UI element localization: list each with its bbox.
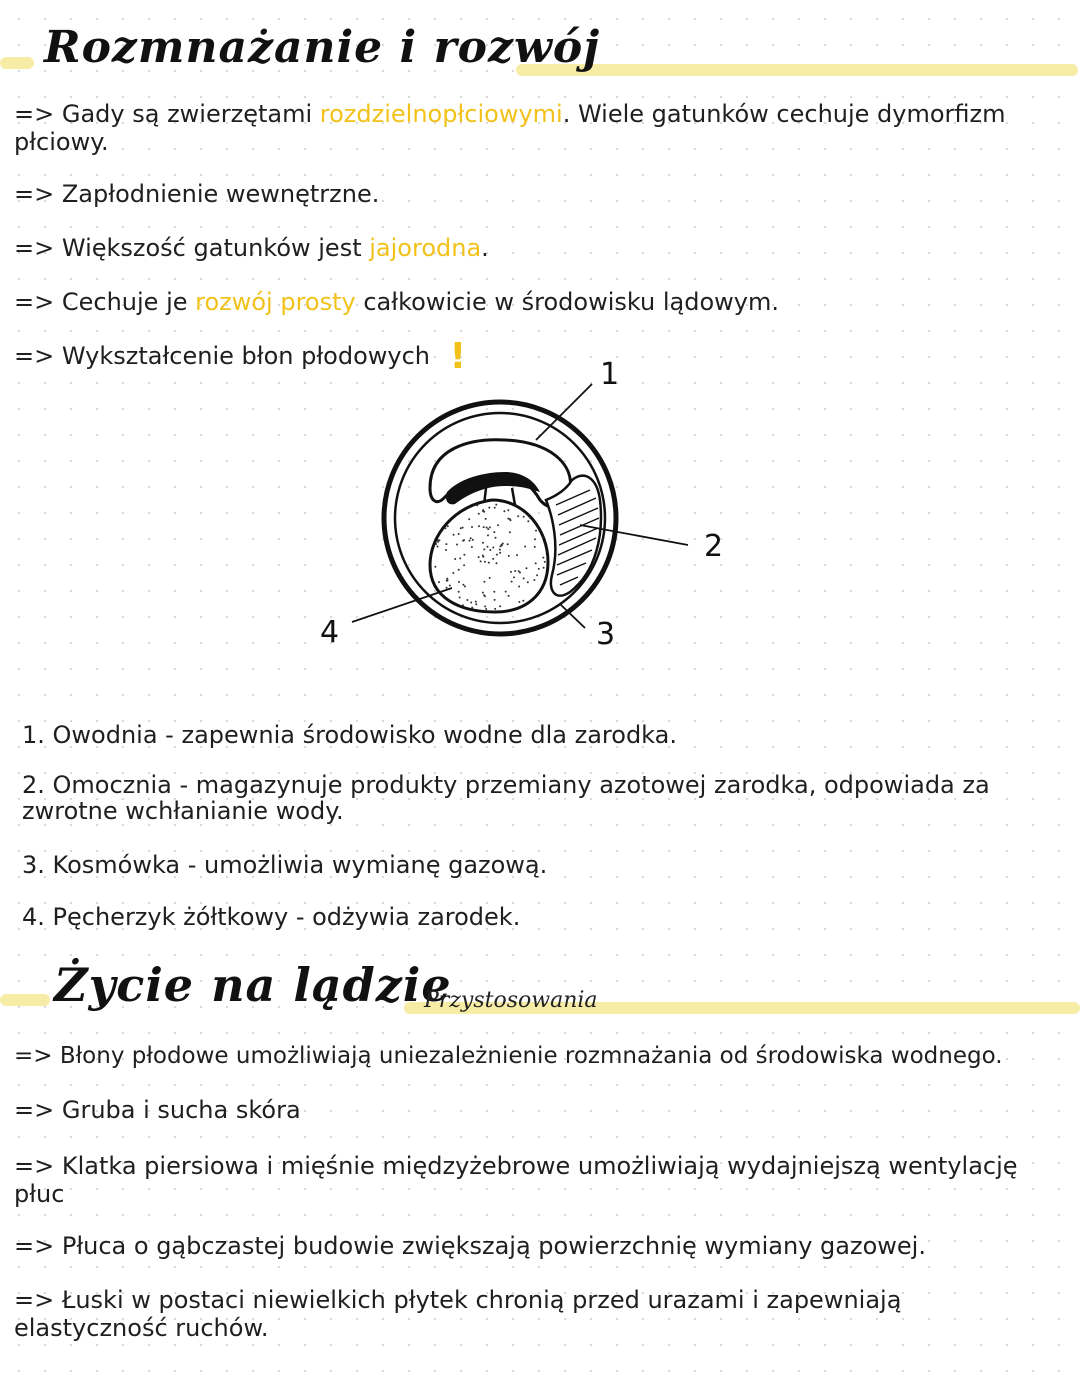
yolk-dot	[534, 603, 536, 605]
yolk-dot	[438, 581, 440, 583]
yolk-dot	[487, 546, 489, 548]
yolk-dot	[508, 555, 510, 557]
yolk-dot	[482, 592, 484, 594]
yolk-dot	[489, 526, 491, 528]
yolk-dot	[489, 577, 491, 579]
legend-item-3: 3. Kosmówka - umożliwia wymianę gazową.	[22, 851, 548, 879]
diagram-label-3: 3	[596, 617, 616, 652]
yolk-dot	[486, 527, 488, 529]
yolk-dot	[527, 520, 529, 522]
yolk-dot	[524, 546, 526, 548]
yolk-dot	[507, 518, 509, 520]
yolk-dot	[522, 600, 524, 602]
bullet-marker: =>	[14, 234, 55, 262]
yolk-dot	[530, 504, 532, 506]
yolk-dot	[437, 539, 439, 541]
bullet-membranes-land: => Błony płodowe umożliwiają uniezależnienie rozmnażania od środowiska wodnego.	[14, 1043, 1003, 1069]
yolk-dot	[542, 557, 544, 559]
bullet-marker: =>	[14, 180, 55, 208]
yolk-dot	[527, 581, 529, 583]
yolk-dot	[462, 604, 464, 606]
yolk-dot	[487, 534, 489, 536]
yolk-dot	[471, 546, 473, 548]
yolk-dot	[478, 525, 480, 527]
yolk-dot	[492, 558, 494, 560]
bullet-development: => Cechuje je rozwój prosty całkowicie w środowisku lądowym.	[14, 288, 780, 316]
yolk-dot	[435, 543, 437, 545]
yolk-dot	[458, 569, 460, 571]
yolk-dot	[513, 576, 515, 578]
yolk-dot	[469, 540, 471, 542]
yolk-dot	[535, 512, 537, 514]
bullet-sexes: => Gady są zwierzętami rozdzielnopłciowymi. Wiele gatunków cechuje dymorfizm płciowy.	[14, 100, 1006, 156]
yolk-dot	[499, 549, 501, 551]
yolk-dot	[471, 526, 473, 528]
yolk-dot	[441, 503, 443, 505]
diagram-label-2: 2	[704, 529, 724, 564]
bullet-scales: => Łuski w postaci niewielkich płytek chronią przed urazami i zapewniają elastyczność ruchów.	[14, 1286, 902, 1342]
yolk-dot	[463, 554, 465, 556]
legend-item-1: 1. Owodnia - zapewnia środowisko wodne dla zarodka.	[22, 721, 677, 749]
yolk-dot	[471, 607, 473, 609]
yolk-dot	[445, 549, 447, 551]
yolk-dot	[542, 521, 544, 523]
yolk-dot	[472, 539, 474, 541]
yolk-dot	[441, 524, 443, 526]
yolk-dot	[535, 530, 537, 532]
yolk-dot	[488, 507, 490, 509]
yolk-dot	[478, 556, 480, 558]
yolk-dot	[470, 602, 472, 604]
yolk-dot	[468, 518, 470, 520]
title-highlight-band	[0, 994, 50, 1006]
yolk-dot	[518, 570, 520, 572]
yolk-dot	[460, 527, 462, 529]
yolk-dot	[482, 542, 484, 544]
yolk-dot	[492, 547, 494, 549]
yolk-dot	[536, 574, 538, 576]
bullet-membranes: => Wykształcenie błon płodowych !	[14, 336, 467, 377]
yolk-dot	[478, 513, 480, 515]
yolk-dot	[475, 603, 477, 605]
yolk-dot	[441, 608, 443, 610]
bullet-ribcage: => Klatka piersiowa i mięśnie międzyżebrowe umożliwiają wydajniejszą wentylację płuc	[14, 1152, 1018, 1208]
yolk-dot	[502, 543, 504, 545]
yolk-dot	[463, 564, 465, 566]
yolk-dot	[531, 606, 533, 608]
yolk-dot	[452, 572, 454, 574]
yolk-dot	[458, 533, 460, 535]
yolk-dot	[437, 546, 439, 548]
yolk-dot	[462, 584, 464, 586]
yolk-dot	[464, 585, 466, 587]
yolk-dot	[497, 524, 499, 526]
yolk-dot	[505, 591, 507, 593]
yolk-dot	[514, 570, 516, 572]
yolk-dot	[484, 561, 486, 563]
yolk-dot	[523, 516, 525, 518]
yolk-dot	[533, 579, 535, 581]
yolk-dot	[538, 568, 540, 570]
yolk-dot	[484, 605, 486, 607]
yolk-dot	[459, 597, 461, 599]
yolk-dot	[540, 606, 542, 608]
yolk-dot	[489, 549, 491, 551]
yolk-dot	[544, 561, 546, 563]
yolk-dot	[451, 505, 453, 507]
yolk-dot	[441, 519, 443, 521]
legend-item-2: 2. Omocznia - magazynuje produkty przemiany azotowej zarodka, odpowiada za zwrotne wchłanianie wody.	[22, 771, 990, 825]
yolk-dot	[543, 567, 545, 569]
yolk-dot	[466, 599, 468, 601]
yolk-dot	[434, 518, 436, 520]
yolk-dot	[483, 581, 485, 583]
yolk-dot	[508, 595, 510, 597]
yolk-dot	[453, 534, 455, 536]
yolk-dot	[475, 601, 477, 603]
yolk-dot	[434, 566, 436, 568]
yolk-dot	[496, 554, 498, 556]
yolk-dot	[518, 586, 520, 588]
yolk-dot	[444, 527, 446, 529]
bullet-skin: => Gruba i sucha skóra	[14, 1096, 301, 1124]
yolk-dot	[454, 558, 456, 560]
yolk-dot	[482, 555, 484, 557]
yolk-sac	[430, 500, 548, 612]
bullet-oviparous: => Większość gatunków jest jajorodna.	[14, 234, 489, 262]
yolk-dot	[495, 504, 497, 506]
yolk-dot	[510, 519, 512, 521]
yolk-dot	[488, 562, 490, 564]
yolk-dot	[446, 587, 448, 589]
yolk-dot	[494, 507, 496, 509]
yolk-dot	[463, 539, 465, 541]
yolk-dot	[476, 504, 478, 506]
yolk-dot	[470, 537, 472, 539]
yolk-dot	[483, 594, 485, 596]
yolk-dot	[509, 531, 511, 533]
yolk-dot	[534, 538, 536, 540]
highlight-term: jajorodna	[369, 234, 482, 262]
yolk-dot	[487, 528, 489, 530]
diagram-label-4: 4	[320, 615, 340, 650]
section-subtitle: Przystosowania	[424, 988, 598, 1013]
bullet-marker: =>	[14, 288, 55, 316]
yolk-dot	[493, 531, 495, 533]
yolk-dot	[447, 525, 449, 527]
yolk-dot	[458, 581, 460, 583]
yolk-dot	[482, 510, 484, 512]
yolk-dot	[458, 591, 460, 593]
section-title-2: Życie na lądzie	[54, 958, 452, 1012]
yolk-dot	[485, 518, 487, 520]
bullet-fertilization: => Zapłodnienie wewnętrzne.	[14, 180, 380, 208]
yolk-dot	[441, 508, 443, 510]
yolk-dot	[451, 607, 453, 609]
bullet-lungs: => Płuca o gąbczastej budowie zwiększają powierzchnię wymiany gazowej.	[14, 1232, 926, 1260]
yolk-dot	[480, 560, 482, 562]
yolk-dot	[441, 516, 443, 518]
yolk-dot	[494, 599, 496, 601]
yolk-dot	[518, 601, 520, 603]
yolk-dot	[451, 506, 453, 508]
yolk-dot	[462, 527, 464, 529]
yolk-dot	[511, 581, 513, 583]
yolk-dot	[495, 537, 497, 539]
yolk-dot	[483, 526, 485, 528]
yolk-dot	[523, 577, 525, 579]
yolk-dot	[499, 605, 501, 607]
yolk-dot	[459, 557, 461, 559]
legend-item-4: 4. Pęcherzyk żółtkowy - odżywia zarodek.	[22, 903, 521, 931]
yolk-dot	[526, 567, 528, 569]
yolk-dot	[446, 578, 448, 580]
diagram-label-1: 1	[600, 357, 620, 392]
bullet-marker: =>	[14, 100, 55, 128]
yolk-dot	[437, 541, 439, 543]
yolk-dot	[493, 591, 495, 593]
yolk-dot	[445, 543, 447, 545]
yolk-dot	[517, 515, 519, 517]
yolk-dot	[529, 517, 531, 519]
yolk-dot	[449, 585, 451, 587]
yolk-dot	[494, 608, 496, 610]
bullet-marker: =>	[14, 342, 55, 370]
yolk-dot	[516, 554, 518, 556]
yolk-dot	[456, 544, 458, 546]
yolk-dot	[507, 543, 509, 545]
yolk-dot	[507, 509, 509, 511]
yolk-dot	[440, 601, 442, 603]
yolk-dot	[534, 546, 536, 548]
yolk-dot	[483, 548, 485, 550]
highlight-term: rozwój prosty	[195, 288, 356, 316]
section-title: Rozmnażanie i rozwój	[44, 22, 601, 73]
yolk-dot	[499, 552, 501, 554]
warning-mark: !	[449, 336, 467, 377]
yolk-dot	[535, 562, 537, 564]
yolk-dot	[503, 510, 505, 512]
highlight-term: rozdzielnopłciowymi	[319, 100, 563, 128]
yolk-dot	[510, 571, 512, 573]
yolk-dot	[496, 562, 498, 564]
yolk-dot	[485, 608, 487, 610]
